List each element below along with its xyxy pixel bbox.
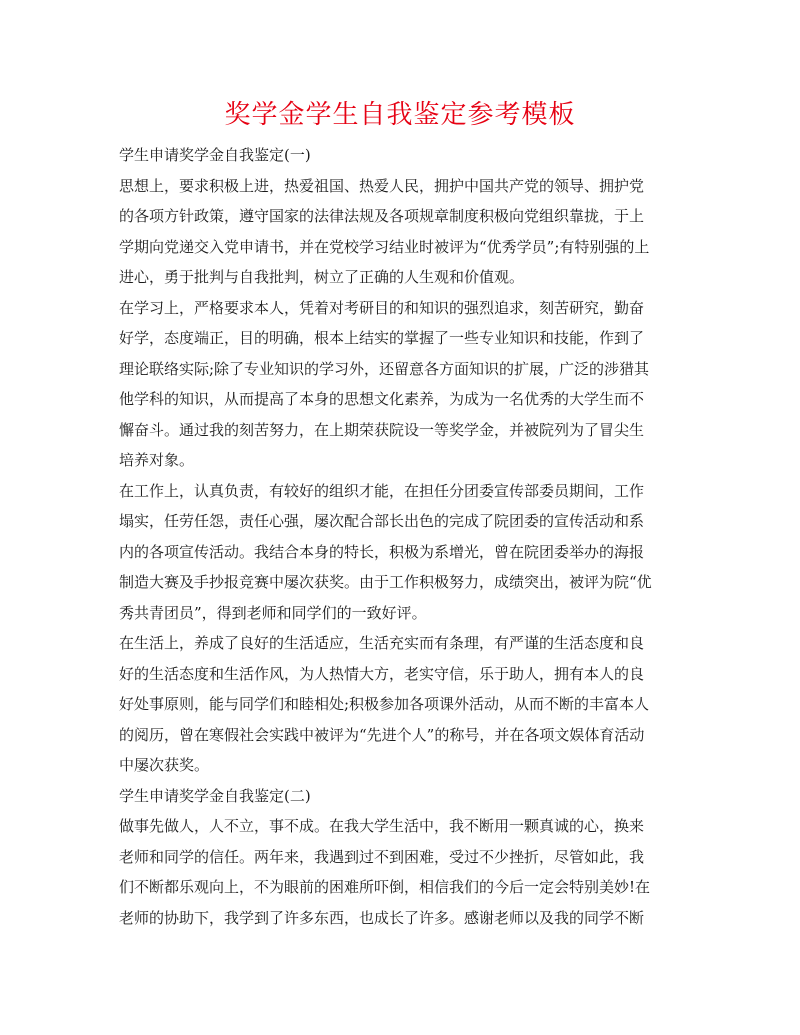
text-line: 好学，态度端正，目的明确，根本上结实的掌握了一些专业知识和技能，作到了 bbox=[119, 329, 645, 347]
text-line: 他学科的知识，从而提高了本身的思想文化素养，为成为一名优秀的大学生而不 bbox=[119, 390, 645, 408]
document-page bbox=[119, 98, 681, 933]
text-line: 懈奋斗。通过我的刻苦努力，在上期荣获院设一等奖学金，并被院列为了冒尖生 bbox=[119, 420, 645, 439]
paragraph-ideology bbox=[119, 171, 681, 293]
text-line: 中屡次获奖。 bbox=[119, 756, 210, 774]
text-line: 老师的协助下，我学到了许多东西，也成长了许多。感谢老师以及我的同学不断 bbox=[119, 908, 645, 927]
text-line: 进心，勇于批判与自我批判，树立了正确的人生观和价值观。 bbox=[119, 268, 525, 286]
section-two bbox=[119, 781, 681, 934]
text-line: 在工作上，认真负责，有较好的组织才能，在担任分团委宣传部委员期间，工作 bbox=[119, 481, 645, 500]
document-title: 奖学金学生自我鉴定参考模板 bbox=[224, 100, 576, 130]
text-line: 的各项方针政策，遵守国家的法律法规及各项规章制度积极向党组织靠拢，于上 bbox=[119, 207, 645, 225]
text-line: 思想上，要求积极上进，热爱祖国、热爱人民，拥护中国共产党的领导、拥护党 bbox=[119, 176, 645, 195]
paragraph-life bbox=[119, 628, 681, 781]
text-line: 老师和同学的信任。两年来，我遇到过不到困难，受过不少挫折，尽管如此，我 bbox=[119, 847, 645, 866]
text-line: 秀共青团员”，得到老师和同学们的一致好评。 bbox=[119, 603, 427, 622]
text-line: 好处事原则，能与同学们和睦相处;积极参加各项课外活动，从而不断的丰富本人 bbox=[119, 695, 650, 713]
text-line: 学期向党递交入党申请书，并在党校学习结业时被评为“优秀学员”;有特别强的上 bbox=[119, 237, 650, 256]
text-line: 在学习上，严格要求本人，凭着对考研目的和知识的强烈追求，刻苦研究，勤奋 bbox=[119, 298, 645, 317]
text-line: 内的各项宣传活动。我结合本身的特长，积极为系增光，曾在院团委举办的海报 bbox=[119, 542, 645, 561]
section-one bbox=[119, 140, 681, 781]
text-line: 的阅历，曾在寒假社会实践中被评为“先进个人”的称号，并在各项文娱体育活动 bbox=[119, 725, 645, 744]
text-line: 做事先做人，人不立，事不成。在我大学生活中，我不断用一颗真诚的心，换来 bbox=[119, 817, 645, 835]
text-line: 塌实，任劳任怨，责任心强，屡次配合部长出色的完成了院团委的宣传活动和系 bbox=[119, 512, 645, 530]
text-line: 制造大赛及手抄报竞赛中屡次获奖。由于工作积极努力，成绩突出，被评为院“优 bbox=[119, 573, 652, 591]
paragraph-study bbox=[119, 293, 681, 476]
text-line: 理论联络实际;除了专业知识的学习外，还留意各方面知识的扩展，广泛的涉猎其 bbox=[119, 359, 650, 378]
text-line: 们不断都乐观向上，不为眼前的困难所吓倒，相信我们的今后一定会特别美妙!在 bbox=[119, 878, 651, 896]
paragraph-work bbox=[119, 476, 681, 629]
paragraph-character bbox=[119, 811, 681, 933]
section-heading: 学生申请奖学金自我鉴定(二) bbox=[119, 786, 311, 805]
text-line: 好的生活态度和生活作风，为人热情大方，老实守信，乐于助人，拥有本人的良 bbox=[119, 664, 645, 683]
section-heading: 学生申请奖学金自我鉴定(一) bbox=[119, 146, 311, 164]
text-line: 在生活上，养成了良好的生活适应，生活充实而有条理，有严谨的生活态度和良 bbox=[119, 634, 645, 652]
text-line: 培养对象。 bbox=[119, 451, 195, 469]
